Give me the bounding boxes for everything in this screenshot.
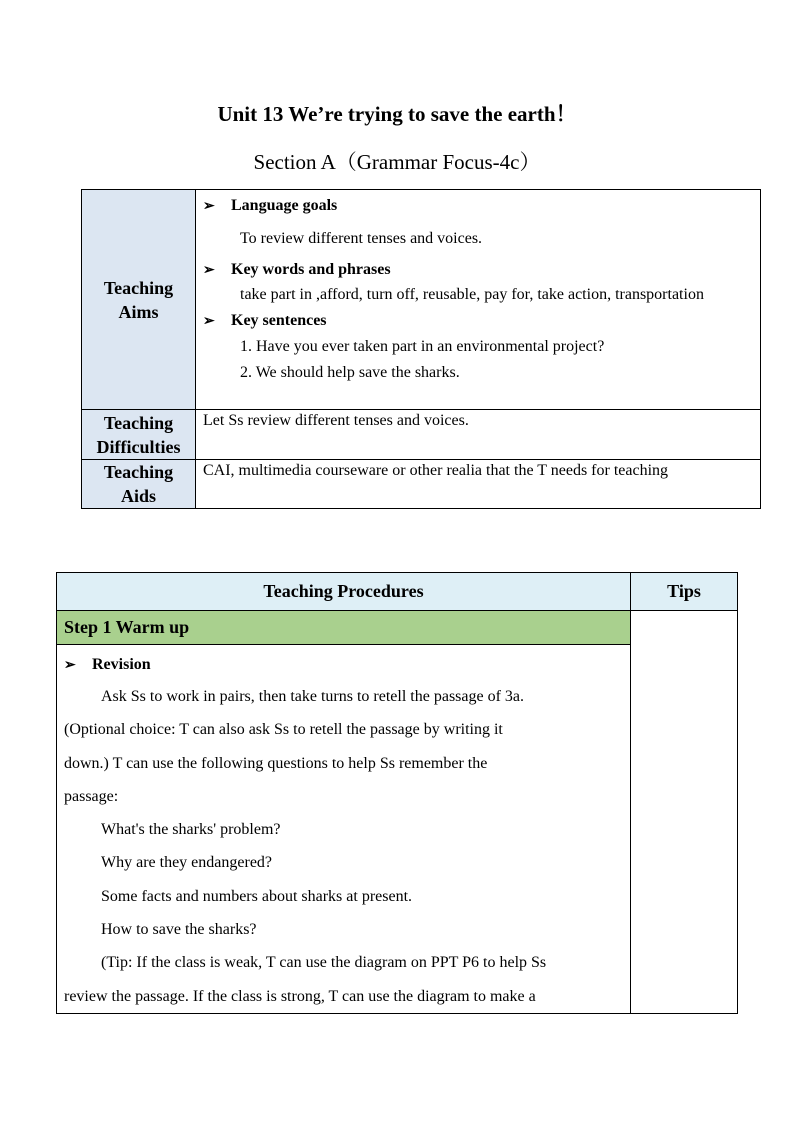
key-sentence-item: 1. Have you ever taken part in an environmental project?	[240, 338, 605, 355]
body-line: down.) T can use the following questions to help Ss remember the	[64, 754, 488, 772]
tip-line: review the passage. If the class is strong, T can use the diagram to make a	[64, 987, 536, 1005]
body-line: Ask Ss to work in pairs, then take turns to retell the passage of 3a.	[101, 688, 525, 705]
document-subtitle: Section A（Grammar Focus-4c）	[253, 150, 541, 174]
body-line: (Optional choice: T can also ask Ss to retell the passage by writing it	[64, 721, 503, 739]
step-body	[57, 645, 631, 1014]
teaching-procedures-table	[56, 572, 738, 1014]
teaching-aims-content	[196, 190, 761, 410]
arrow-bullet-icon: ➢	[203, 263, 215, 278]
step-title: Step 1 Warm up	[57, 611, 631, 645]
teaching-aims-label: Teaching Aims	[82, 190, 196, 410]
key-words-heading: ➢ Key words and phrases	[203, 258, 753, 283]
key-sentence-item: 2. We should help save the sharks.	[240, 364, 460, 381]
key-words-text: take part in ,afford, turn off, reusable, pay for, take action, transportation	[240, 286, 704, 303]
revision-heading: ➢ Revision	[64, 651, 623, 680]
teaching-difficulties-label: Teaching Difficulties	[82, 410, 196, 460]
teaching-aids-content: CAI, multimedia courseware or other realia that the T needs for teaching	[196, 460, 761, 509]
question-line: Why are they endangered?	[101, 854, 273, 872]
teaching-aids-label: Teaching Aids	[82, 460, 196, 509]
arrow-bullet-icon: ➢	[64, 658, 76, 673]
tip-line: (Tip: If the class is weak, T can use the diagram on PPT P6 to help Ss	[101, 954, 547, 972]
procedures-header: Teaching Procedures	[57, 573, 631, 611]
language-goals-text: To review different tenses and voices.	[240, 230, 483, 247]
body-line: passage:	[64, 787, 119, 805]
teaching-aims-table	[81, 189, 761, 509]
question-line: How to save the sharks?	[101, 921, 257, 939]
arrow-bullet-icon: ➢	[203, 314, 215, 329]
tips-column	[631, 611, 738, 1014]
question-line: What's the sharks' problem?	[101, 821, 281, 839]
teaching-difficulties-content: Let Ss review different tenses and voices.	[196, 410, 761, 460]
tips-header: Tips	[631, 573, 738, 611]
arrow-bullet-icon: ➢	[203, 199, 215, 214]
language-goals-heading: ➢ Language goals	[203, 194, 753, 219]
document-title: Unit 13 We’re trying to save the earth！	[217, 102, 577, 126]
question-line: Some facts and numbers about sharks at present.	[101, 887, 413, 905]
key-sentences-heading: ➢ Key sentences	[203, 309, 753, 334]
